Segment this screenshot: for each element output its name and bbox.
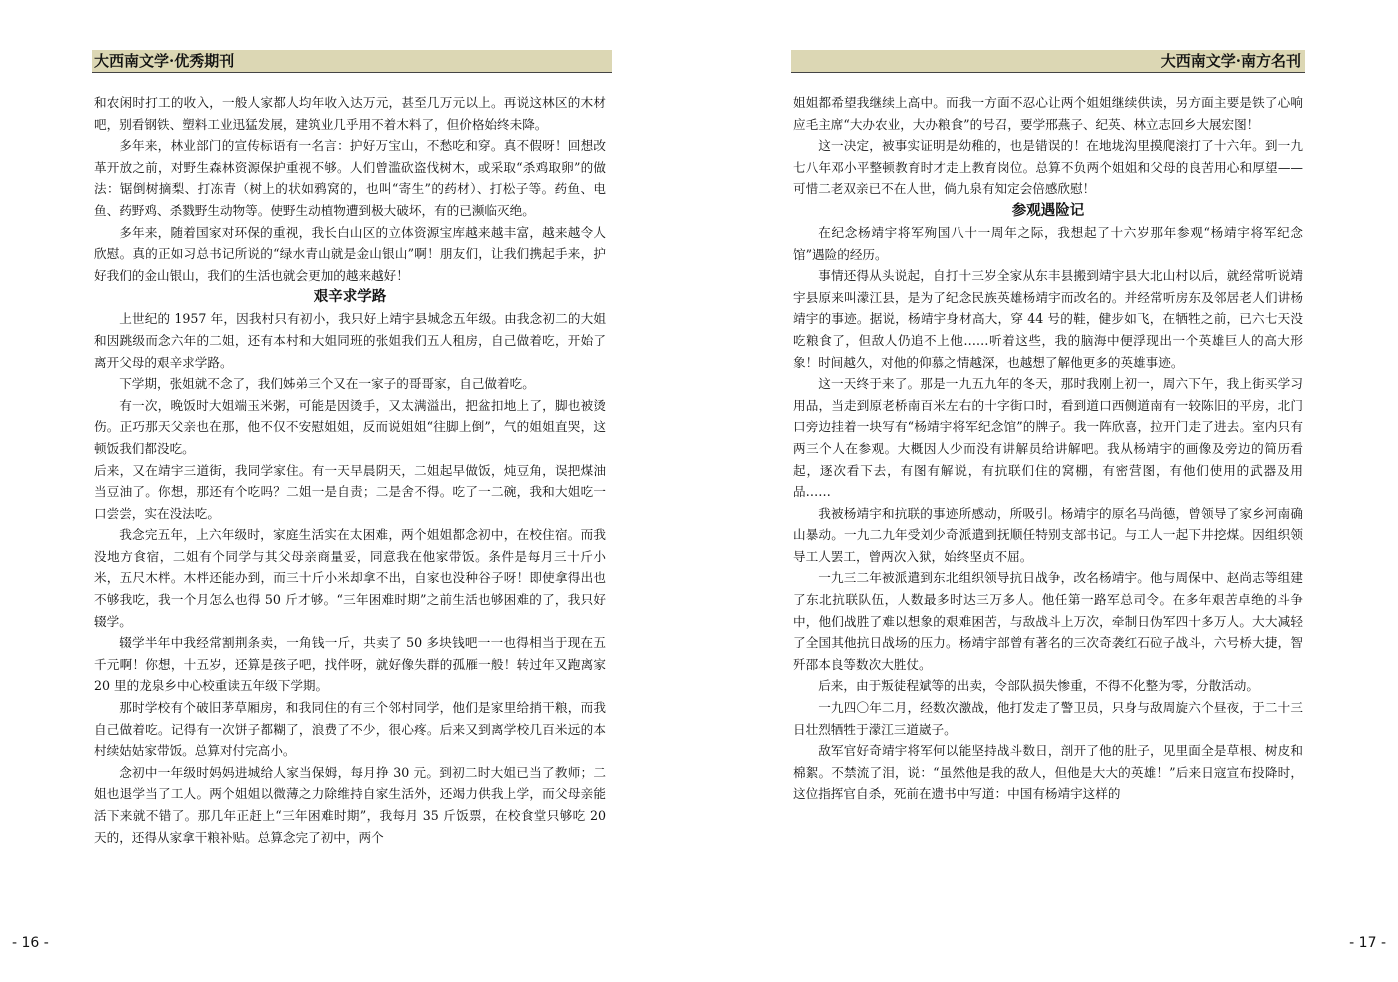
paragraph: 那时学校有个破旧茅草厢房，和我同住的有三个邻村同学，他们是家里给捎干粮，而我自己做着吃。记得有一次饼子都糊了，浪费了不少，很心疼。后来又到离学校几百米远的本村续姑姑家带饭。总算对付完高小。 bbox=[94, 700, 606, 759]
section-title-museum-visit: 参观遇险记 bbox=[1011, 201, 1085, 219]
paragraph: 多年来，随着国家对环保的重视，我长白山区的立体资源宝库越来越丰富，越来越令人欣慰。真的正如习总书记所说的“绿水青山就是金山银山”啊！朋友们，让我们携起手来，护好我们的金山银山，我们的生活也就会更加的越来越好！ bbox=[94, 224, 606, 283]
paragraph: 多年来，林业部门的宣传标语有一名言：护好万宝山，不愁吃和穿。真不假呀！回想改革开放之前，对野生森林资源保护重视不够。人们曾滥砍盗伐树木，或采取“杀鸡取卵”的做法：锯倒树摘梨、打冻青（树上的状如鸦窝的，也叫“寄生”的药材）、打松子等。药鱼、电鱼、药野鸡、杀戮野生动物等。使野生动植物遭到极大破坏，有的已濒临灭绝。 bbox=[94, 138, 606, 218]
paragraph: 我念完五年，上六年级时，家庭生活实在太困难，两个姐姐都念初中，在校住宿。而我没地方食宿，二姐有个同学与其父母亲商量妥，同意我在他家带饭。条件是每月三十斤小米，五尺木柈。木柈还能办到，而三十斤小米却拿不出，自家也没种谷子呀！即使拿得出也不够我吃，我一个月怎么也得 50 斤才够。“三年困难时期”之前生活也够困难的了，我只好辍学。 bbox=[94, 527, 606, 629]
paragraph: 和农闲时打工的收入，一般人家都人均年收入达万元，甚至几万元以上。再说这林区的木材吧，别看钢铁、塑料工业迅猛发展，建筑业几乎用不着木料了，但价格始终未降。 bbox=[94, 95, 606, 132]
left-page-header bbox=[92, 50, 612, 73]
right-header-title: 大西南文学·南方名刊 bbox=[1160, 52, 1301, 70]
paragraph: 这一天终于来了。那是一九五九年的冬天，那时我刚上初一，周六下午，我上街买学习用品，当走到原老桥南百米左右的十字街口时，看到道口西侧道南有一较陈旧的平房，北门口旁边挂着一块写有“杨靖宇将军纪念馆”的牌子。我一阵欣喜，拉开门走了进去。室内只有两三个人在参观。大概因人少而没有讲解员给讲解吧。我从杨靖宇的画像及旁边的简历看起，逐次看下去，有图有解说，有抗联们住的窝棚，有密营图，有他们使用的武器及用品…… bbox=[793, 376, 1303, 500]
paragraph: 后来，又在靖宇三道街，我同学家住。有一天早晨阴天，二姐起早做饭，炖豆角，误把煤油当豆油了。你想，那还有个吃吗？二姐一是自责；二是舍不得。吃了一二碗，我和大姐吃一口尝尝，实在没法吃。 bbox=[94, 462, 606, 521]
paragraph: 我被杨靖宇和抗联的事迹所感动，所吸引。杨靖宇的原名马尚德，曾领导了家乡河南确山暴动。一九二九年受刘少奇派遣到抚顺任特别支部书记。与工人一起下井挖煤。因组织领导工人罢工，曾两次入狱，始终坚贞不屈。 bbox=[793, 505, 1303, 564]
paragraph: 一九三二年被派遣到东北组织领导抗日战争，改名杨靖宇。他与周保中、赵尚志等组建了东北抗联队伍，人数最多时达三万多人。他任第一路军总司令。在多年艰苦卓绝的斗争中，他们战胜了难以想象的艰难困苦，与敌战斗上万次，牵制日伪军四十多万人。大大减轻了全国其他抗日战场的压力。杨靖宇部曾有著名的三次奇袭红石砬子战斗，六号桥大捷，智歼邵本良等数次大胜仗。 bbox=[793, 570, 1303, 672]
paragraph: 事情还得从头说起，自打十三岁全家从东丰县搬到靖宇县大北山村以后，就经常听说靖宇县原来叫濛江县，是为了纪念民族英雄杨靖宇而改名的。并经常听房东及邻居老人们讲杨靖宇的事迹。据说，杨靖宇身材高大，穿 44 号的鞋，健步如飞，在牺牲之前，已六七天没吃粮食了，但敌人仍追不上他……听着这些，我的脑海中便浮现出一个英雄巨人的高大形象！时间越久，对他的仰慕之情越深，也越想了解他更多的英雄事迹。 bbox=[793, 268, 1303, 370]
right-page-body bbox=[793, 92, 1303, 805]
paragraph: 姐姐都希望我继续上高中。而我一方面不忍心让两个姐姐继续供读，另方面主要是铁了心响应毛主席“大办农业，大办粮食”的号召，要学邢燕子、纪英、林立志回乡大展宏图！ bbox=[793, 95, 1303, 132]
right-page bbox=[699, 0, 1398, 982]
paragraph: 下学期，张姐就不念了，我们姊弟三个又在一家子的哥哥家，自己做着吃。 bbox=[119, 376, 535, 392]
section-title-hard-study-road: 艰辛求学路 bbox=[313, 288, 387, 306]
paragraph: 这一决定，被事实证明是幼稚的，也是错误的！在地垅沟里摸爬滚打了十六年。到一九七八年邓小平整顿教育时才走上教育岗位。总算不负两个姐姐和父母的良苦用心和厚望——可惜二老双亲已不在人世，倘九泉有知定会倍感欣慰！ bbox=[793, 138, 1303, 197]
paragraph: 上世纪的 1957 年，因我村只有初小，我只好上靖宇县城念五年级。由我念初二的大姐和因跳级而念六年的二姐，还有本村和大姐同班的张姐我们五人租房，自己做着吃，开始了离开父母的艰辛求学路。 bbox=[94, 311, 606, 370]
paragraph: 敌军官好奇靖宇将军何以能坚持战斗数日，剖开了他的肚子，见里面全是草根、树皮和棉絮。不禁流了泪，说：“虽然他是我的敌人，但他是大大的英雄！”后来日寇宣布投降时，这位指挥官自杀，死前在遗书中写道：中国有杨靖宇这样的 bbox=[793, 743, 1303, 802]
paragraph: 有一次，晚饭时大姐端玉米粥，可能是因烫手，又太满溢出，把盆扣地上了，脚也被烫伤。正巧那天父亲也在那，他不仅不安慰姐姐，反而说姐姐“往脚上倒”，气的姐姐直哭，这顿饭我们都没吃。 bbox=[94, 397, 606, 456]
left-header-title: 大西南文学·优秀期刊 bbox=[94, 52, 235, 70]
left-page-body bbox=[94, 92, 606, 848]
paragraph: 后来，由于叛徒程斌等的出卖，令部队损失惨重，不得不化整为零，分散活动。 bbox=[818, 678, 1259, 694]
paragraph: 一九四〇年二月，经数次激战，他打发走了警卫员，只身与敌周旋六个昼夜，于二十三日壮烈牺牲于濛江三道崴子。 bbox=[793, 700, 1303, 737]
paragraph: 辍学半年中我经常割荆条卖，一角钱一斤，共卖了 50 多块钱吧一一也得相当于现在五千元啊！你想，十五岁，还算是孩子吧，找伴呀，就好像失群的孤雁一般！转过年又跑离家 20 里的龙泉乡中心校重读五年级下学期。 bbox=[94, 635, 606, 694]
paragraph: 在纪念杨靖宇将军殉国八十一周年之际，我想起了十六岁那年参观“杨靖宇将军纪念馆”遇险的经历。 bbox=[793, 224, 1303, 262]
right-page-number: - 17 - bbox=[1349, 935, 1386, 951]
paragraph: 念初中一年级时妈妈进城给人家当保姆，每月挣 30 元。到初二时大姐已当了教师；二姐也退学当了工人。两个姐姐以微薄之力除维持自家生活外，还竭力供我上学，而父母亲能活下来就不错了。那几年正赶上“三年困难时期”，我每月 35 斤饭票，在校食堂只够吃 20 天的，还得从家拿干粮补贴。总算念完了初中，两个 bbox=[94, 764, 606, 845]
left-page-number: - 16 - bbox=[12, 935, 49, 951]
right-page-header bbox=[791, 50, 1305, 73]
